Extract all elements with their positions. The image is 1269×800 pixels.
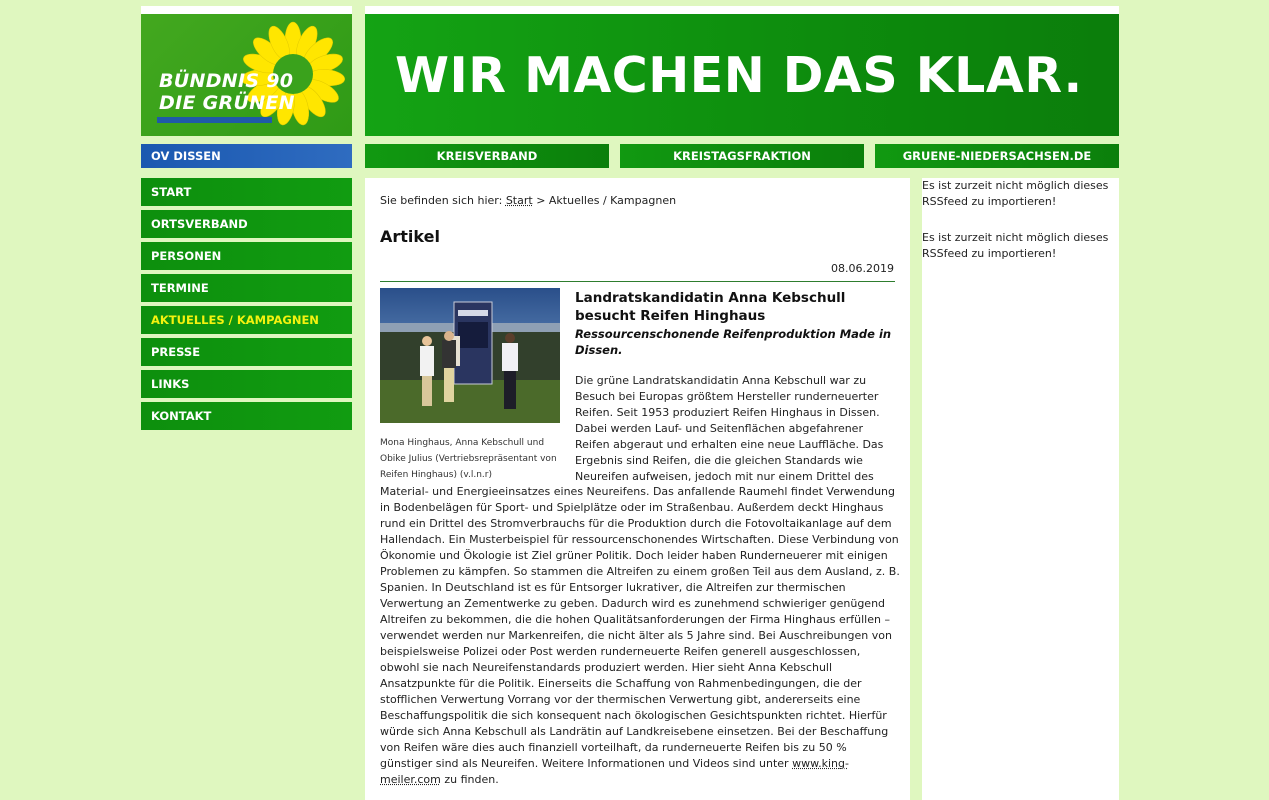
ov-dissen-label: OV DISSEN bbox=[141, 144, 352, 168]
breadcrumb-start-link[interactable]: Start bbox=[505, 194, 533, 207]
heading-divider bbox=[380, 281, 895, 282]
top-white-line-left bbox=[141, 6, 352, 14]
external-link-king-meiler[interactable]: www.king-meiler.com bbox=[380, 757, 849, 786]
nav-kreistagsfraktion[interactable]: KREISTAGSFRAKTION bbox=[620, 144, 864, 168]
sidebar-item-presse[interactable]: PRESSE bbox=[141, 338, 352, 366]
logo-underline bbox=[157, 117, 272, 123]
sidebar-item-kontakt[interactable]: KONTAKT bbox=[141, 402, 352, 430]
sidebar-item-links[interactable]: LINKS bbox=[141, 370, 352, 398]
rss-error-message-1: Es ist zurzeit nicht möglich dieses RSSfeed zu importieren! bbox=[922, 179, 1109, 208]
section-heading: Artikel bbox=[380, 227, 440, 246]
banner-slogan: WIR MACHEN DAS KLAR. bbox=[395, 47, 1083, 104]
article-body-part-1: Die grüne Landratskandidatin Anna Kebschull war zu Besuch bei Europas größtem Hersteller runderneuerter Reifen. Seit 1953 produziert Reifen Hinghaus in Dissen. Dabei werden Lauf- und Seitenflächen abgefahrener Reifen abgeraut und erhalten eine neue Lauffläche. Das Ergebnis sind Reifen, die die gleichen Standards wie Neureifen aufweisen, jedoch mit nur einem Drittel des bbox=[575, 374, 884, 483]
article-figure bbox=[380, 288, 560, 483]
logo-line-2: DIE GRÜNEN bbox=[159, 92, 295, 114]
logo-wordmark bbox=[159, 70, 295, 114]
article-date: 08.06.2019 bbox=[831, 262, 894, 275]
sidebar-nav bbox=[141, 178, 352, 434]
sidebar-item-aktuelles-kampagnen[interactable]: AKTUELLES / KAMPAGNEN bbox=[141, 306, 352, 334]
photo-caption: Mona Hinghaus, Anna Kebschull und Obike Julius (Vertriebsrepräsentant von Reifen Hinghaus) (v.l.n.r) bbox=[380, 438, 557, 480]
main-content bbox=[365, 178, 910, 800]
nav-gruene-niedersachsen[interactable]: GRUENE-NIEDERSACHSEN.DE bbox=[875, 144, 1119, 168]
header-banner bbox=[365, 14, 1119, 136]
sidebar-item-ortsverband[interactable]: ORTSVERBAND bbox=[141, 210, 352, 238]
right-sidebar bbox=[922, 178, 1119, 800]
article-body-part-2 bbox=[380, 484, 900, 788]
article-body-end: zu finden. bbox=[444, 773, 499, 786]
article-subtitle: Ressourcenschonende Reifenproduktion Made in Dissen. bbox=[575, 327, 892, 357]
article-title: Landratskandidatin Anna Kebschull besucht Reifen Hinghaus bbox=[575, 290, 846, 324]
party-logo[interactable] bbox=[141, 14, 352, 136]
breadcrumb-separator: > bbox=[536, 194, 546, 207]
rss-error-message-2: Es ist zurzeit nicht möglich dieses RSSfeed zu importieren! bbox=[922, 231, 1109, 260]
top-white-line-right bbox=[365, 6, 1119, 14]
sidebar-item-start[interactable]: START bbox=[141, 178, 352, 206]
breadcrumb bbox=[380, 194, 676, 207]
sidebar-item-personen[interactable]: PERSONEN bbox=[141, 242, 352, 270]
breadcrumb-prefix: Sie befinden sich hier: bbox=[380, 194, 503, 207]
sidebar-item-termine[interactable]: TERMINE bbox=[141, 274, 352, 302]
article-body-text: Material- und Energieeinsatzes eines Neureifens. Das anfallende Raumehl findet Verwendung in Bodenbelägen für Sport- und Spielplätze oder im Straßenbau. Außerdem deckt Hinghaus rund ein Drittel des Stromverbrauchs für die Produktion durch die Fotovoltaikanlage auf dem Hallendach. Ein Musterbeispiel für ressourcenschonendes Wirtschaften. Diese Verbindung von Ökonomie und Ökologie ist Ziel grüner Politik. Doch leider haben Runderneuerer mit einigen Problemen zu kämpfen. So stammen die Altreifen zu einem großen Teil aus dem Ausland, z. B. Spanien. In Deutschland ist es für Entsorger lukrativer, die Altreifen zur thermischen Verwertung an Zementwerke zu geben. Dadurch wird es zunehmend schwieriger genügend Altreifen zu bekommen, die die hohen Qualitätsanforderungen der Firma Hinghaus erfüllen – verwendet werden nur Markenreifen, die nicht älter als 5 Jahre sind. Bei Auschreibungen von beispielsweise Polizei oder Post werden runderneuerte Reifen generell ausgeschlossen, obwohl sie nach Neureifenstandards produziert werden. Hier sieht Anna Kebschull Ansatzpunkte für die Politik. Einerseits die Schaffung von Rahmenbedingungen, die der stofflichen Verwertung Vorrang vor der thermischen Verwertung gibt, andererseits eine Beschaffungspolitik die sich konsequent nach ökologischen Gesichtspunkten richtet. Hierfür würde sich Anna Kebschull als Landrätin auf Landkreisebene einsetzen. Bei der Beschaffung von Reifen wäre dies auch finanziell vorteilhaft, da runderneuerte Reifen bis zu 50 % günstiger sind als Neureifen. Weitere Informationen und Videos sind unter bbox=[380, 485, 900, 770]
logo-line-1: BÜNDNIS 90 bbox=[159, 70, 294, 92]
article-photo[interactable] bbox=[380, 288, 560, 423]
nav-kreisverband[interactable]: KREISVERBAND bbox=[365, 144, 609, 168]
breadcrumb-current: Aktuelles / Kampagnen bbox=[548, 194, 677, 207]
